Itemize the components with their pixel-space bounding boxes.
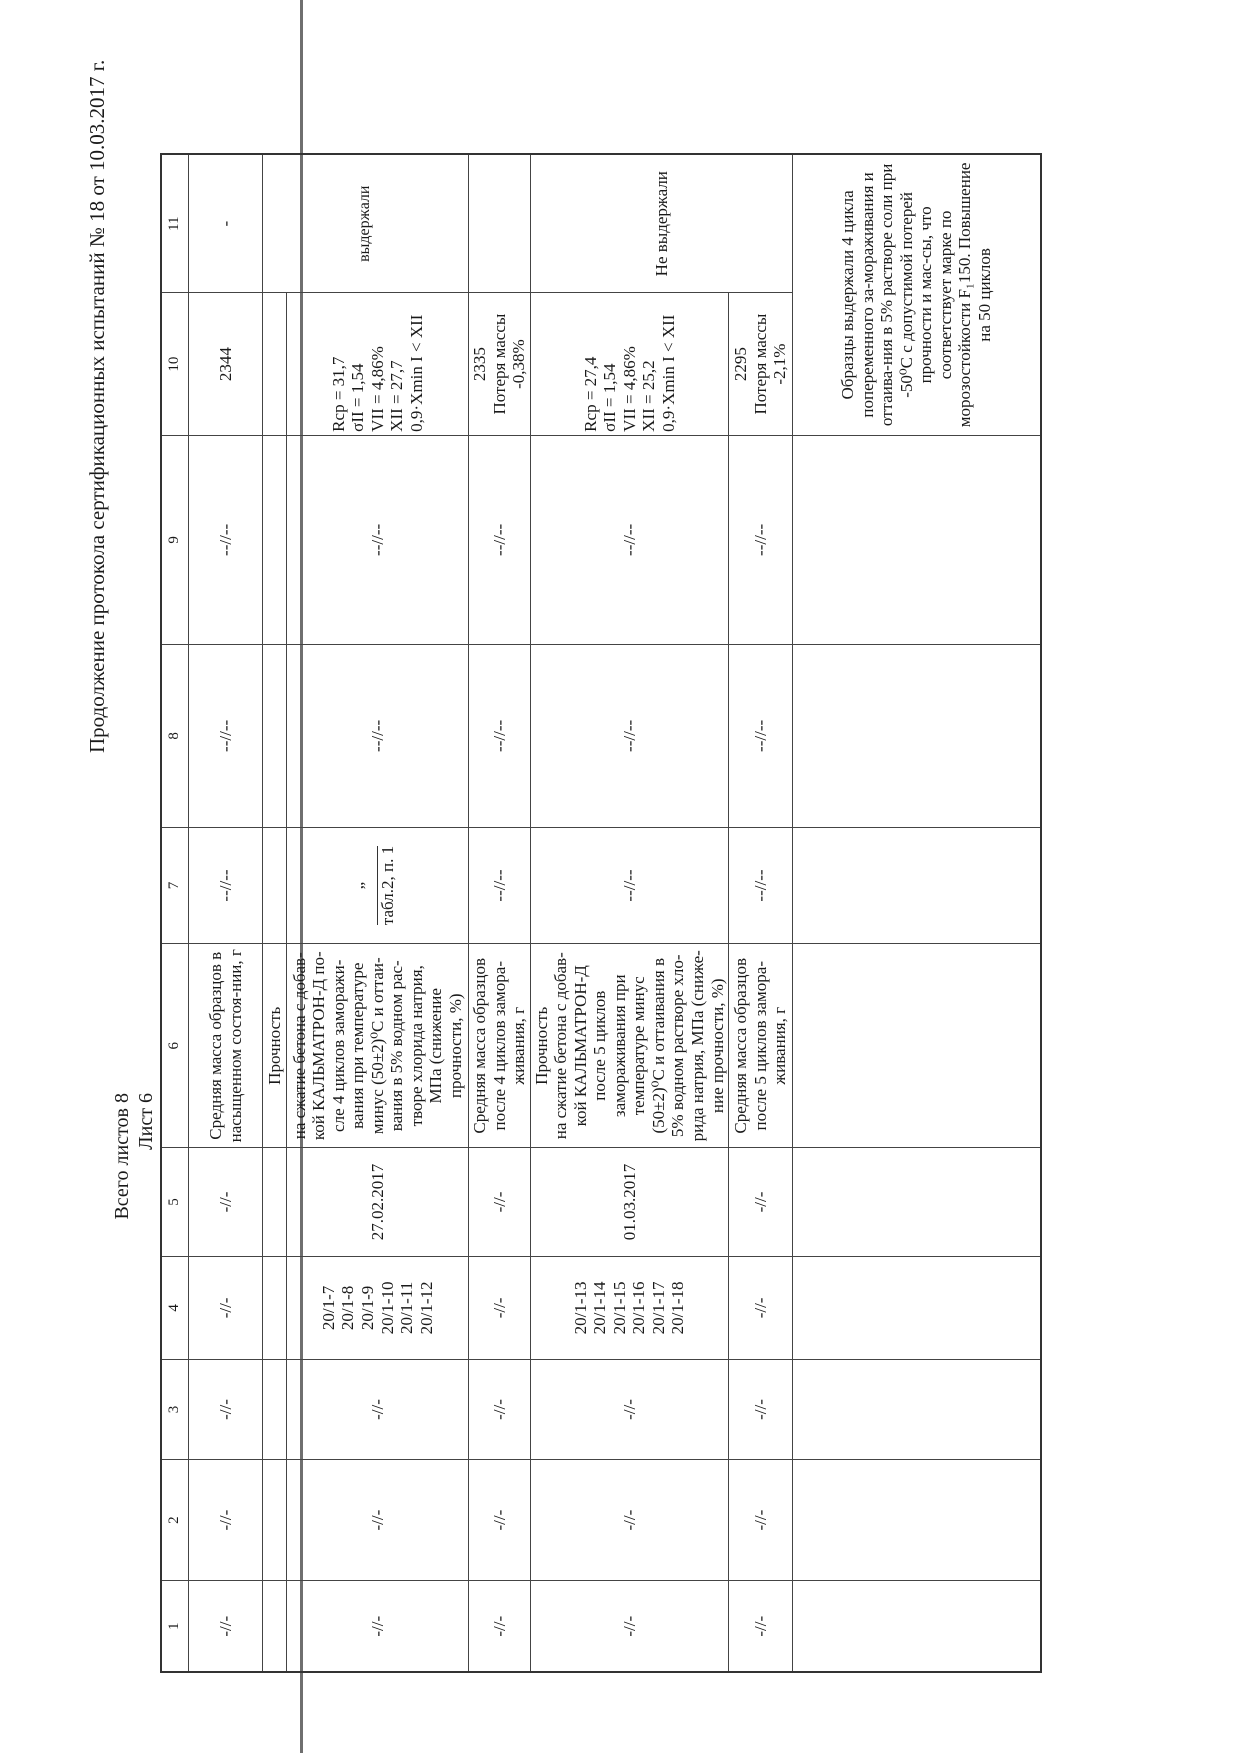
cell: -//- xyxy=(729,1148,793,1256)
parameter-cell xyxy=(530,944,728,1148)
table-row xyxy=(729,154,793,1672)
sample-id: 20/1-10 xyxy=(377,1281,397,1335)
parameter-cell: Средняя масса образцов после 5 циклов замора-живания, г xyxy=(729,944,793,1148)
cell: -//- xyxy=(287,1459,469,1581)
sheet-info xyxy=(110,1093,158,1220)
cell: -//- xyxy=(189,1459,263,1581)
cell xyxy=(793,435,1041,644)
cell: --//-- xyxy=(189,435,263,644)
cell: -//- xyxy=(189,1581,263,1672)
cell: --//-- xyxy=(530,644,728,827)
cell: -//- xyxy=(729,1256,793,1359)
stat-line: σII = 1,54 xyxy=(600,363,620,432)
cell xyxy=(793,1459,1041,1581)
mass-loss-label: Потеря массы xyxy=(489,313,509,415)
sample-id: 20/1-8 xyxy=(338,1285,358,1331)
cell xyxy=(263,1459,287,1581)
cell xyxy=(793,944,1041,1148)
parameter-cell: Средняя масса образцов после 4 циклов замора-живания, г xyxy=(469,944,531,1148)
cell: -//- xyxy=(189,1256,263,1359)
stat-line: VII = 4,86% xyxy=(619,346,639,432)
final-conclusion: Образцы выдержали 4 цикла попеременного за-мораживания и оттаива-ния в 5% растворе соли при -50⁰С с допустимой потерей прочности и мас-сы, что соответствует марке по морозостойкости F₁150. Повышение на 50 циклов xyxy=(793,154,1041,435)
sample-id: 20/1-7 xyxy=(318,1285,338,1331)
total-sheets: Всего листов 8 xyxy=(111,1093,133,1220)
cell xyxy=(263,644,287,827)
test-date: 27.02.2017 xyxy=(287,1148,469,1256)
column-number: 6 xyxy=(161,944,189,1148)
cell: -//- xyxy=(189,1360,263,1460)
sample-id: 20/1-11 xyxy=(397,1281,417,1335)
stat-line: Rср = 27,4 xyxy=(580,356,600,432)
table-row xyxy=(263,154,287,1672)
cell: -//- xyxy=(287,1360,469,1460)
cell xyxy=(263,1256,287,1359)
cell xyxy=(793,1360,1041,1460)
sample-id: 20/1-9 xyxy=(357,1285,377,1331)
sample-id: 20/1-13 xyxy=(570,1281,590,1335)
cell: -//- xyxy=(469,1360,531,1460)
cell: --//-- xyxy=(530,827,728,943)
sheet-number: Лист 6 xyxy=(135,1093,157,1150)
cell xyxy=(793,1256,1041,1359)
cell: -//- xyxy=(469,1459,531,1581)
cell: -//- xyxy=(469,1148,531,1256)
mass-loss-value: -0,38% xyxy=(509,339,529,389)
table-row xyxy=(793,154,1041,1672)
table-row xyxy=(530,154,728,1672)
stat-line: VII = 4,86% xyxy=(367,346,387,432)
column-number: 8 xyxy=(161,644,189,827)
column-number: 2 xyxy=(161,1459,189,1581)
cell xyxy=(469,154,531,293)
column-number: 10 xyxy=(161,293,189,435)
column-number: 7 xyxy=(161,827,189,943)
cell xyxy=(263,293,287,435)
cell: -//- xyxy=(729,1581,793,1672)
sample-id: 20/1-15 xyxy=(609,1281,629,1335)
sample-id: 20/1-16 xyxy=(629,1281,649,1335)
cell xyxy=(263,1581,287,1672)
stat-line: 0,9·Xmin I < XII xyxy=(406,314,426,432)
sample-id: 20/1-18 xyxy=(668,1281,688,1335)
sample-id: 20/1-14 xyxy=(590,1281,610,1335)
cell: -//- xyxy=(530,1360,728,1460)
stat-line: XII = 27,7 xyxy=(387,360,407,432)
cell: --//-- xyxy=(729,644,793,827)
cell xyxy=(263,1148,287,1256)
parameter-text: на сжатие бетона с добав-кой КАЛЬМАТРОН-Д после 5 циклов замораживания при температуре минус (50±2)⁰С и оттаивания в 5% водном растворе хло-рида натрия, МПа (сниже-ние прочности, %) xyxy=(551,950,727,1142)
cell: -//- xyxy=(287,1581,469,1672)
cell: --//-- xyxy=(530,435,728,644)
cell: --//-- xyxy=(469,827,531,943)
column-number: 11 xyxy=(161,154,189,293)
statistics-cell xyxy=(530,293,728,435)
mass-value: 2335 xyxy=(470,347,489,382)
cell xyxy=(263,1360,287,1460)
result-cell: 2344 xyxy=(189,293,263,435)
cell: -//- xyxy=(189,1148,263,1256)
statistics-cell xyxy=(287,293,469,435)
cell: -//- xyxy=(530,1581,728,1672)
test-date: 01.03.2017 xyxy=(530,1148,728,1256)
column-number: 9 xyxy=(161,435,189,644)
cell: --//-- xyxy=(469,435,531,644)
cell: --//-- xyxy=(729,435,793,644)
column-number: 4 xyxy=(161,1256,189,1359)
cell: --//-- xyxy=(729,827,793,943)
column-number: 5 xyxy=(161,1148,189,1256)
parameter-cell: на сжатие бетона с добав-кой КАЛЬМАТРОН-Д по-сле 4 циклов заморажи-вания при температуре минус (50±2)⁰С и оттаи-вания в 5% водном рас-творе хлорида натрия, МПа (снижение прочности, %) xyxy=(287,944,469,1148)
conclusion-cell: Не выдержали xyxy=(530,154,792,293)
cell: --//-- xyxy=(287,435,469,644)
stat-line: XII = 25,2 xyxy=(639,360,659,432)
sample-ids xyxy=(530,1256,728,1359)
sample-ids xyxy=(287,1256,469,1359)
stat-line: Rср = 31,7 xyxy=(328,356,348,432)
parameter-heading: Прочность xyxy=(531,1006,551,1085)
cell: -//- xyxy=(469,1256,531,1359)
results-table xyxy=(160,153,1042,1673)
norm-reference xyxy=(287,827,469,943)
protocol-title: Продолжение протокола сертификационных испытаний № 18 от 10.03.2017 г. xyxy=(85,59,109,753)
column-number: 3 xyxy=(161,1360,189,1460)
cell: --//-- xyxy=(287,644,469,827)
column-number: 1 xyxy=(161,1581,189,1672)
mass-loss-value: -2,1% xyxy=(770,343,790,385)
conclusion-cell: - xyxy=(189,154,263,293)
ditto-mark: ” xyxy=(357,846,378,925)
mass-result-cell xyxy=(729,293,793,435)
mass-loss-label: Потеря массы xyxy=(750,313,770,415)
mass-value: 2295 xyxy=(731,347,751,382)
table-row xyxy=(469,154,531,1672)
cell: -//- xyxy=(729,1360,793,1460)
column-number-row xyxy=(161,154,189,1672)
stat-line: 0,9·Xmin I < XII xyxy=(658,314,678,432)
cell xyxy=(263,827,287,943)
cell: -//- xyxy=(469,1581,531,1672)
stat-line: σII = 1,54 xyxy=(348,363,368,432)
table-row xyxy=(189,154,263,1672)
cell: -//- xyxy=(729,1459,793,1581)
cell: --//-- xyxy=(469,644,531,827)
mass-result-cell xyxy=(469,293,531,435)
cell xyxy=(263,435,287,644)
parameter-cell: Средняя масса образцов в насыщенном состоя-нии, г xyxy=(189,944,263,1148)
cell: --//-- xyxy=(189,827,263,943)
sample-id: 20/1-12 xyxy=(416,1281,436,1335)
norm-ref-text: табл.2, п. 1 xyxy=(378,845,397,926)
sample-id: 20/1-17 xyxy=(648,1281,668,1335)
conclusion-cell: выдержали xyxy=(263,154,469,293)
table-row xyxy=(287,154,469,1672)
cell xyxy=(793,1581,1041,1672)
rotated-page xyxy=(0,59,1240,1753)
cell xyxy=(793,1148,1041,1256)
cell xyxy=(793,644,1041,827)
cell: --//-- xyxy=(189,644,263,827)
cell xyxy=(793,827,1041,943)
cell: -//- xyxy=(530,1459,728,1581)
parameter-heading: Прочность xyxy=(263,944,287,1148)
